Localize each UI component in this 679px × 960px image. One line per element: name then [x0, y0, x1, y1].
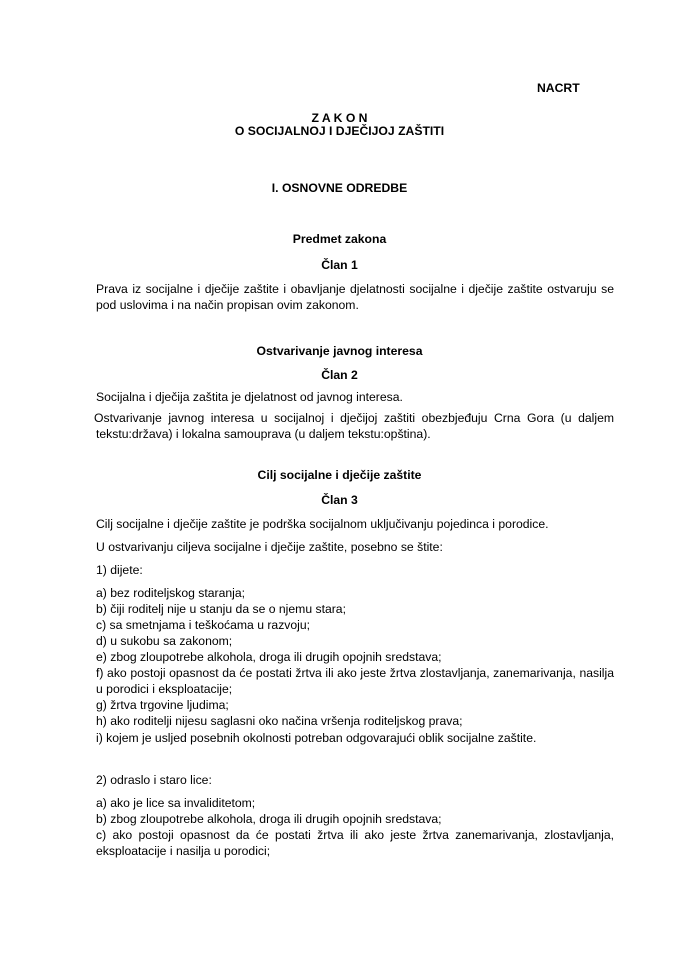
law-title: Z A K O N: [311, 111, 368, 125]
article-2-para-1: Socijalna i dječija zaštita je djelatnost od javnog interesa.: [96, 390, 403, 404]
group-1-title: 1) dijete:: [96, 563, 143, 577]
group-1-item-a: a) bez roditeljskog staranja;: [96, 586, 246, 600]
goal-heading: Cilj socijalne i dječije zaštite: [257, 468, 422, 482]
article-2-para-2: Ostvarivanje javnog interesa u socijalnoj i dječijoj zaštiti obezbjeđuju Crna Gora (u daljem tekstu:država) i lokalna samouprava (u daljem tekstu:opština).: [94, 411, 614, 441]
article-1-text-content: Prava iz socijalne i dječije zaštite i obavljanje djelatnosti socijalne i dječije zaštite ostvaruju se pod uslovima i na način propisan ovim zakonom.: [96, 282, 614, 312]
law-subtitle: O SOCIJALNOJ I DJEČIJOJ ZAŠTITI: [234, 124, 445, 138]
draft-label: NACRT: [537, 81, 580, 95]
group-1-item-e: e) zbog zloupotrebe alkohola, droga ili drugih opojnih sredstava;: [96, 650, 442, 664]
group-1-item-d: d) u sukobu sa zakonom;: [96, 634, 233, 648]
group-1-item-b: b) čiji roditelj nije u stanju da se o njemu stara;: [96, 602, 346, 616]
group-1-item-h: h) ako roditelji nijesu saglasni oko načina vršenja roditeljskog prava;: [96, 714, 463, 728]
article-3-para-1: Cilj socijalne i dječije zaštite je podrška socijalnom uključivanju pojedinca i porodice.: [96, 517, 549, 531]
group-1-item-i: i) kojem je usljed posebnih okolnosti potreban odgovarajući oblik socijalne zaštite.: [96, 731, 537, 745]
group-1-item-g: g) žrtva trgovine ljudima;: [96, 698, 229, 712]
subject-heading: Predmet zakona: [292, 232, 387, 246]
group-2-item-b: b) zbog zloupotrebe alkohola, droga ili drugih opojnih sredstava;: [96, 812, 442, 826]
group-1-item-c: c) sa smetnjama i teškoćama u razvoju;: [96, 618, 311, 632]
section-heading: I. OSNOVNE ODREDBE: [271, 181, 408, 195]
article-1-text: [96, 281, 614, 313]
article-3-para-2: U ostvarivanju ciljeva socijalne i dječije zaštite, posebno se štite:: [96, 540, 443, 554]
group-2-item-c: c) ako postoji opasnost da će postati žrtva ili ako jeste žrtva zanemarivanja, zlostavljanja, eksploatacije i nasilja u porodici;: [96, 828, 614, 858]
article-1-label: Član 1: [321, 258, 358, 272]
group-2-item-a: a) ako je lice sa invaliditetom;: [96, 796, 256, 810]
group-2-title: 2) odraslo i staro lice:: [96, 773, 212, 787]
public-interest-heading: Ostvarivanje javnog interesa: [256, 344, 423, 358]
article-3-label: Član 3: [321, 493, 358, 507]
group-1-item-f: f) ako postoji opasnost da će postati žrtva ili ako jeste žrtva zlostavljanja, zanemarivanja, nasilja u porodici i eksploatacije;: [96, 666, 614, 696]
article-2-label: Član 2: [321, 368, 358, 382]
